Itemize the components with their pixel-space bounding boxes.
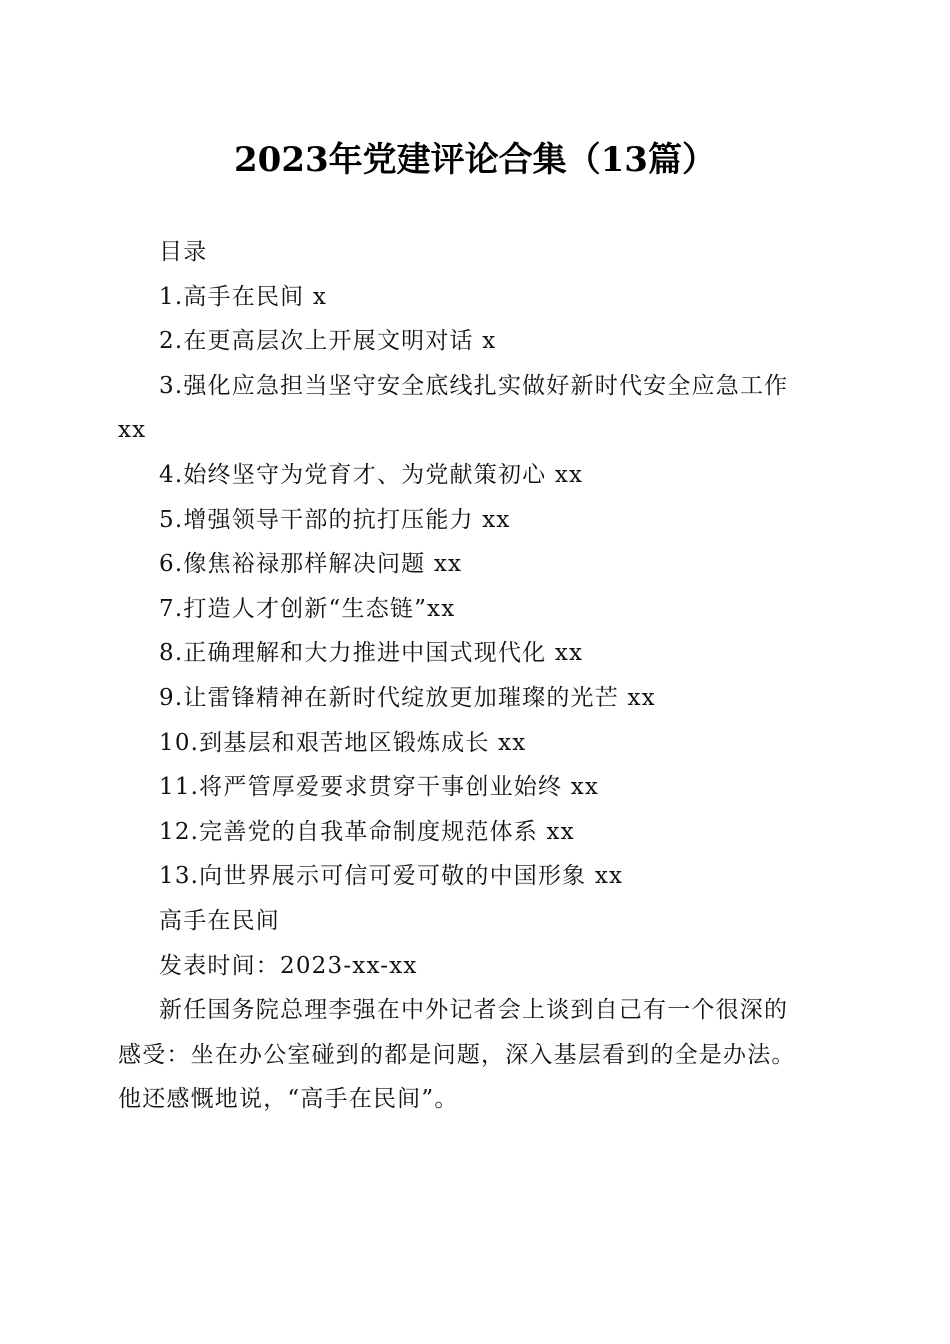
toc-item: 3.强化应急担当坚守安全底线扎实做好新时代安全应急工作 (159, 372, 789, 399)
paragraph-line: 新任国务院总理李强在中外记者会上谈到自己有一个很深的 (159, 997, 789, 1024)
table-of-contents (118, 275, 838, 899)
article-paragraph (118, 988, 838, 1122)
toc-item-continuation: xx (118, 417, 147, 444)
paragraph-line: 他还感慨地说，“高手在民间”。 (118, 1086, 459, 1113)
article-title: 高手在民间 (159, 907, 280, 934)
toc-item: 11.将严管厚爱要求贯穿干事创业始终 xx (159, 774, 600, 801)
toc-item: 7.打造人才创新“生态链”xx (159, 595, 456, 622)
document-title: 2023年党建评论合集（13篇） (234, 140, 716, 180)
toc-item: 9.让雷锋精神在新时代绽放更加璀璨的光芒 xx (159, 684, 656, 711)
publish-time: 发表时间：2023-xx-xx (159, 952, 418, 979)
document-body (118, 230, 838, 1122)
toc-item: 2.在更高层次上开展文明对话 x (159, 328, 497, 355)
toc-item: 4.始终坚守为党育才、为党献策初心 xx (159, 461, 584, 488)
toc-item: 12.完善党的自我革命制度规范体系 xx (159, 818, 575, 845)
toc-item: 8.正确理解和大力推进中国式现代化 xx (159, 640, 584, 667)
toc-item: 1.高手在民间 x (159, 283, 328, 310)
toc-item: 5.增强领导干部的抗打压能力 xx (159, 506, 511, 533)
toc-item: 10.到基层和艰苦地区锻炼成长 xx (159, 729, 527, 756)
toc-item: 13.向世界展示可信可爱可敬的中国形象 xx (159, 863, 624, 890)
toc-item: 6.像焦裕禄那样解决问题 xx (159, 551, 463, 578)
toc-heading: 目录 (159, 239, 208, 265)
paragraph-line: 感受：坐在办公室碰到的都是问题，深入基层看到的全是办法。 (118, 1041, 796, 1068)
